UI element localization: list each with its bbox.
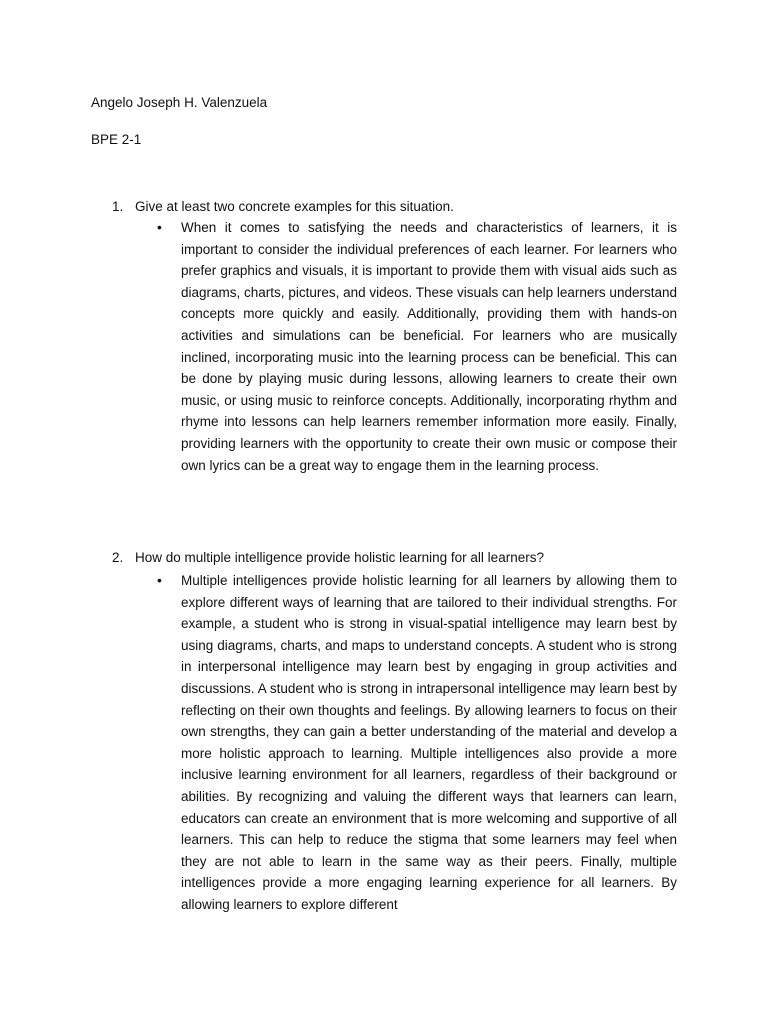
bullet-icon: • [157,219,162,235]
answer-text: When it comes to satisfying the needs and characteristics of learners, it is important to consider the individual preferences of each learner. For learners who prefer graphics and visuals, it is important to provide them with visual aids such as diagrams, charts, pictures, and videos. These visuals can help learners understand concepts more quickly and easily. Additionally, providing them with hands-on activities and simulations can be beneficial. For learners who are musically inclined, incorporating music into the learning process can be beneficial. This can be done by playing music during lessons, allowing learners to create their own music, or using music to reinforce concepts. Additionally, incorporating rhythm and rhyme into lessons can help learners remember information more easily. Finally, providing learners with the opportunity to create their own music or compose their own lyrics can be a great way to engage them in the learning process. [181,220,677,473]
question-prompt: How do multiple intelligence provide holistic learning for all learners? [135,550,544,565]
class-section: BPE 2-1 [91,132,142,147]
question-prompt: Give at least two concrete examples for this situation. [135,199,454,214]
question-number: 2. [112,550,124,565]
bullet-icon: • [157,572,162,588]
answer-text: Multiple intelligences provide holistic learning for all learners by allowing them to explore different ways of learning that are tailored to their individual strengths. For example, a student who is strong in visual-spatial intelligence may learn best by using diagrams, charts, and maps to understand concepts. A student who is strong in interpersonal intelligence may learn best by engaging in group activities and discussions. A student who is strong in intrapersonal intelligence may learn best by reflecting on their own thoughts and feelings. By allowing learners to focus on their own strengths, they can gain a better understanding of the material and develop a more holistic approach to learning. Multiple intelligences also provide a more inclusive learning environment for all learners, regardless of their background or abilities. By recognizing and valuing the different ways that learners can learn, educators can create an environment that is more welcoming and supportive of all learners. This can help to reduce the stigma that some learners may feel when they are not able to learn in the same way as their peers. Finally, multiple intelligences provide a more engaging learning experience for all learners. By allowing learners to explore different [181,573,677,912]
question-number: 1. [112,199,124,214]
author-name: Angelo Joseph H. Valenzuela [91,95,268,110]
